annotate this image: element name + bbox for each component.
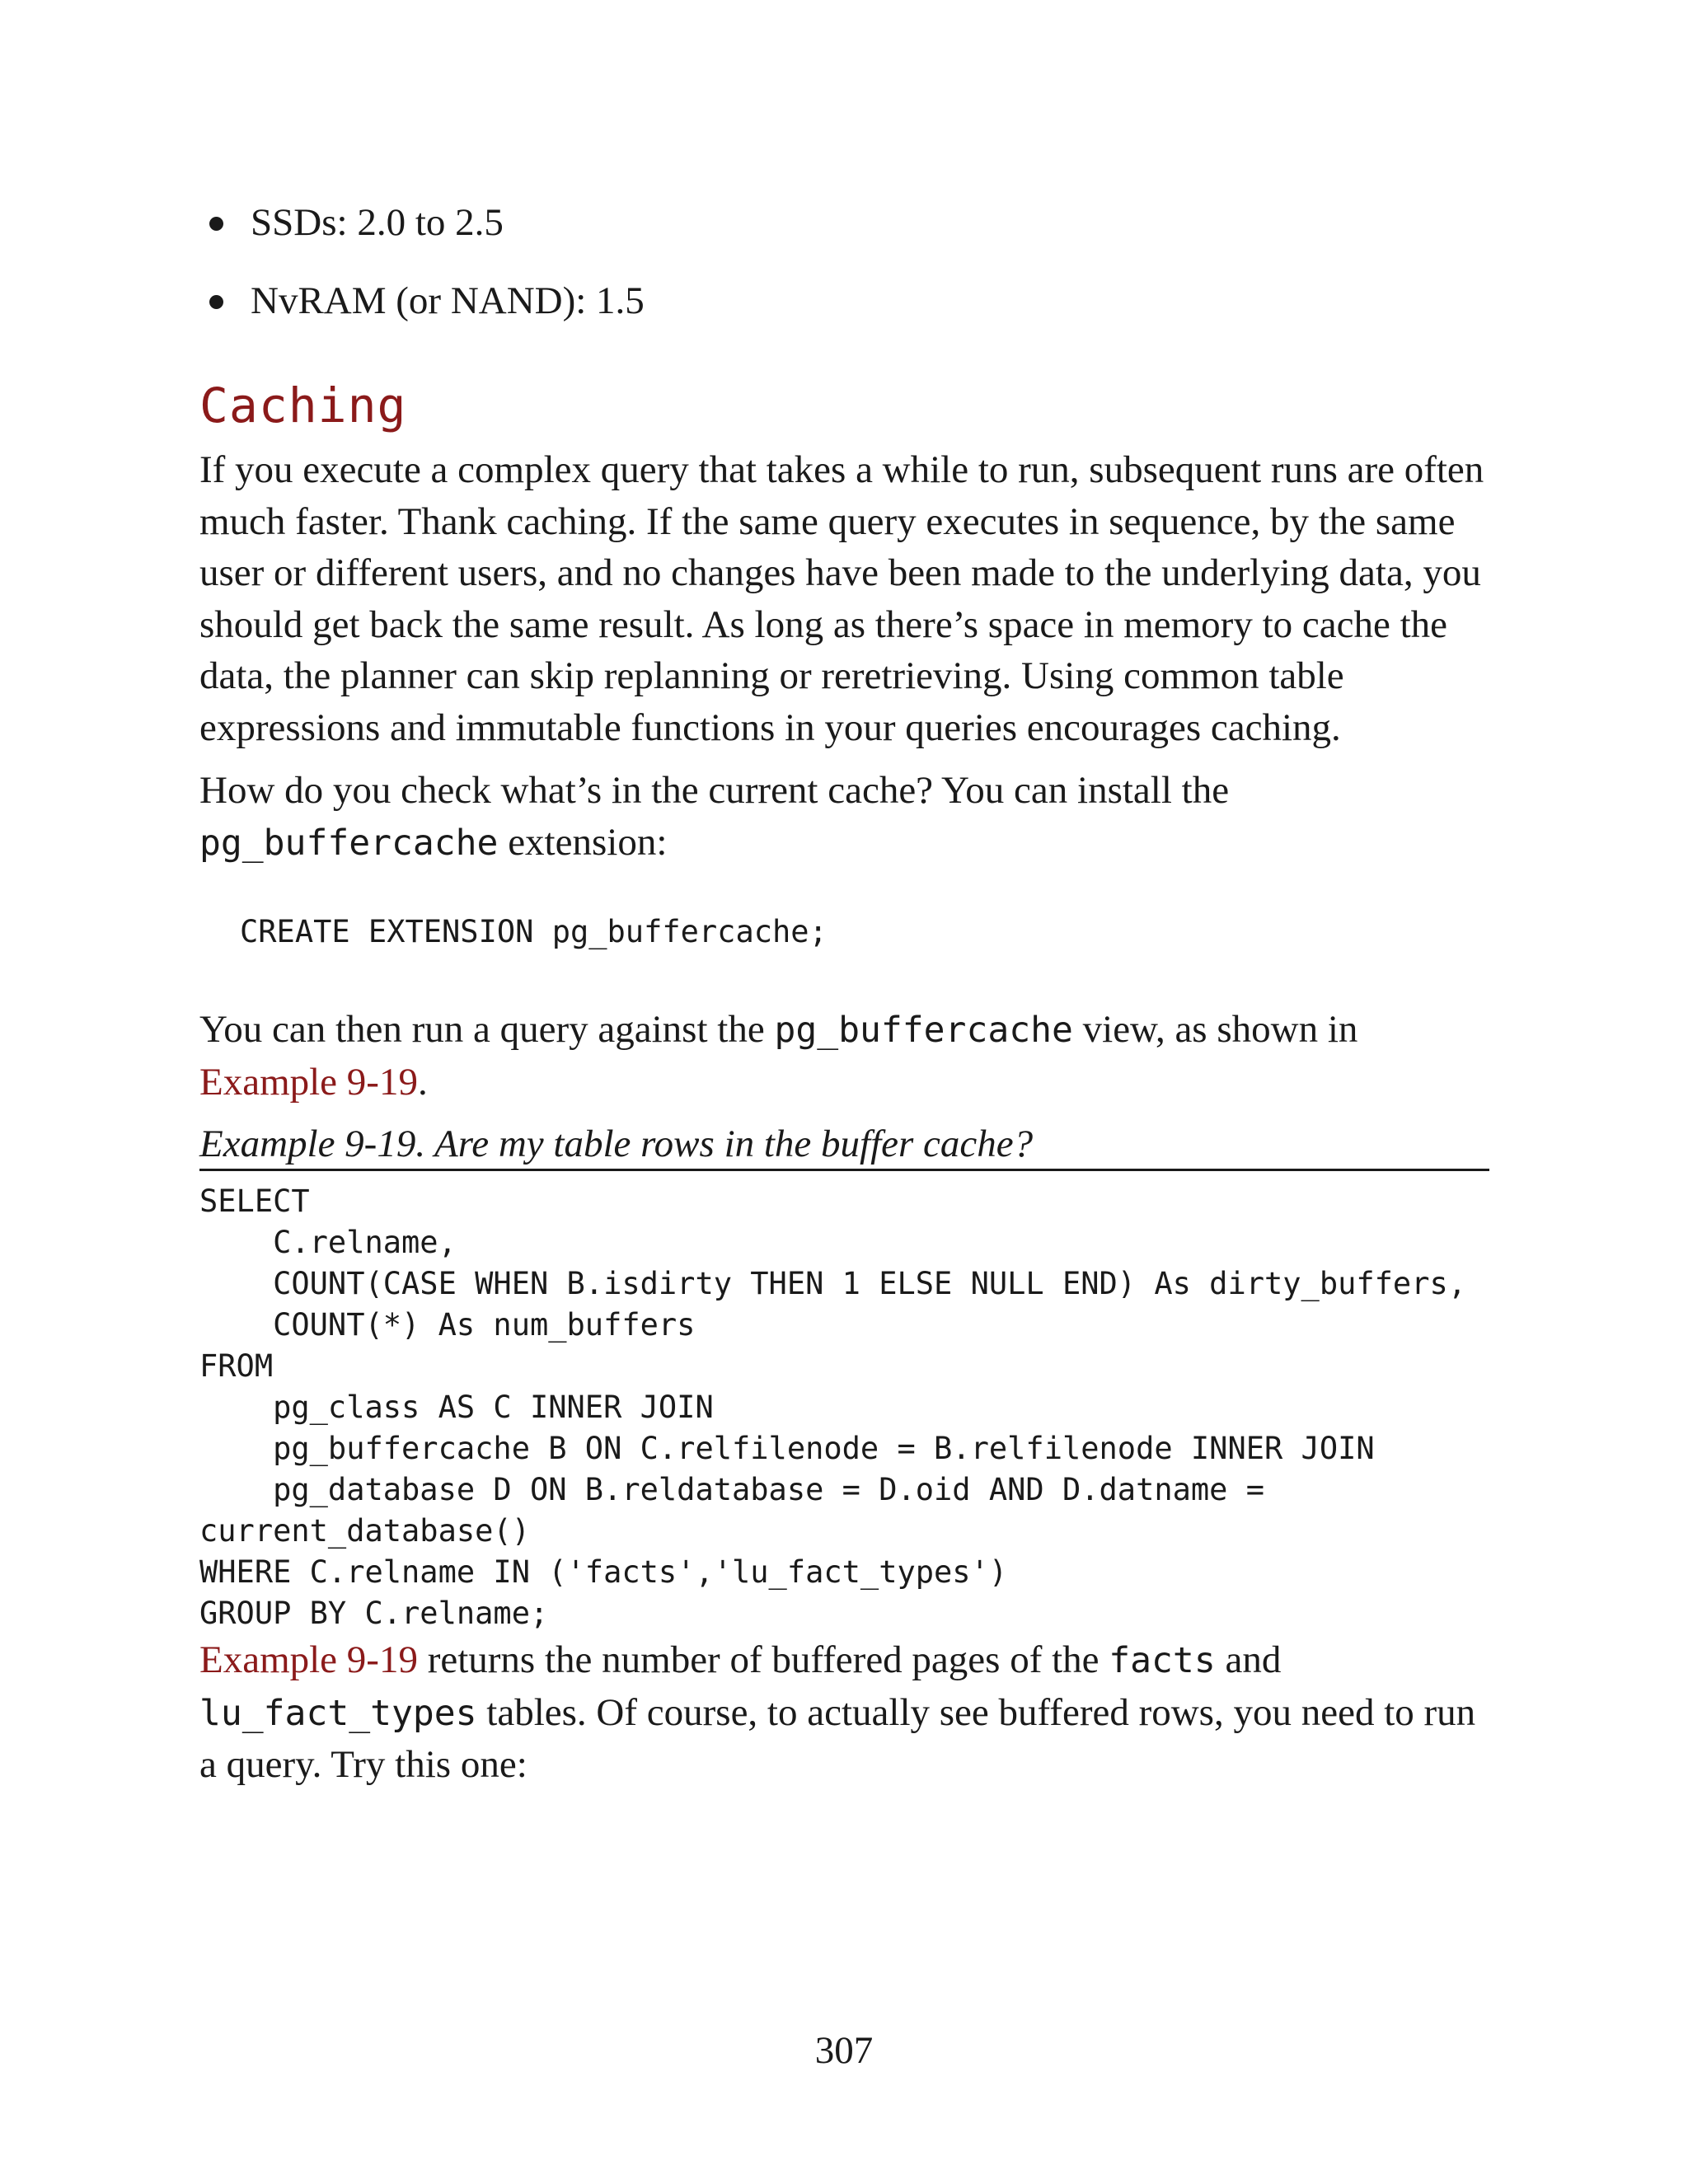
list-item (199, 198, 1489, 247)
paragraph-check-cache (199, 765, 1489, 869)
example-link[interactable]: Example 9-19 (199, 1060, 418, 1104)
bullet-list (199, 198, 1489, 326)
page-number: 307 (814, 2029, 874, 2072)
paragraph-text: and (1215, 1638, 1282, 1681)
inline-code: pg_buffercache (774, 1010, 1073, 1051)
paragraph-buffered-pages (199, 1634, 1489, 1791)
paragraph-text: tables. Of course, to actually see buffered rows, you need to run a query. Try this one: (199, 1690, 1476, 1786)
bullet-text: SSDs: 2.0 to 2.5 (251, 201, 504, 244)
example-code-block: SELECT C.relname, COUNT(CASE WHEN B.isdirty THEN 1 ELSE NULL END) As dirty_buffers, COUNT(*) As num_buffers FROM pg_class AS C INNER JOIN pg_buffercache B ON C.relfilenode = B.relfilenode INNER JOIN pg_database D ON B.reldatabase = D.oid AND D.datname = current_database() WHERE C.relname IN ('facts','lu_fact_types') GROUP BY C.relname; (199, 1183, 1467, 1631)
paragraph-caching-intro: If you execute a complex query that takes a while to run, subsequent runs are often much faster. Thank caching. If the same query executes in sequence, by the same user or different users, and no changes have been made to the underlying data, you should get back the same result. As long as there’s space in memory to cache the data, the planner can skip replanning or reretrieving. Using common table expressions and immutable functions in your queries encourages caching. (199, 448, 1484, 749)
paragraph-run-query (199, 1004, 1489, 1108)
paragraph-text: returns the number of buffered pages of the (417, 1638, 1109, 1681)
bullet-icon (209, 295, 223, 309)
example-link[interactable]: Example 9-19 (199, 1638, 418, 1681)
paragraph-text: extension: (498, 820, 668, 864)
paragraph-text: You can then run a query against the (199, 1008, 775, 1051)
example-caption: Example 9-19. Are my table rows in the buffer cache? (199, 1119, 1489, 1171)
section-heading: Caching (199, 377, 407, 434)
inline-code: facts (1109, 1640, 1216, 1681)
code-block-create-extension (199, 912, 1489, 953)
paragraph-text: view, as shown in (1072, 1008, 1358, 1051)
paragraph-text: . (417, 1060, 428, 1104)
paragraph-text: How do you check what’s in the current cache? You can install the (199, 769, 1230, 812)
inline-code: lu_fact_types (199, 1692, 477, 1734)
list-item (199, 276, 1489, 326)
page-content (199, 198, 1489, 1802)
code-text: CREATE EXTENSION pg_buffercache; (240, 914, 828, 949)
bullet-icon (209, 217, 223, 231)
inline-code: pg_buffercache (199, 822, 499, 864)
bullet-text: NvRAM (or NAND): 1.5 (251, 279, 645, 322)
